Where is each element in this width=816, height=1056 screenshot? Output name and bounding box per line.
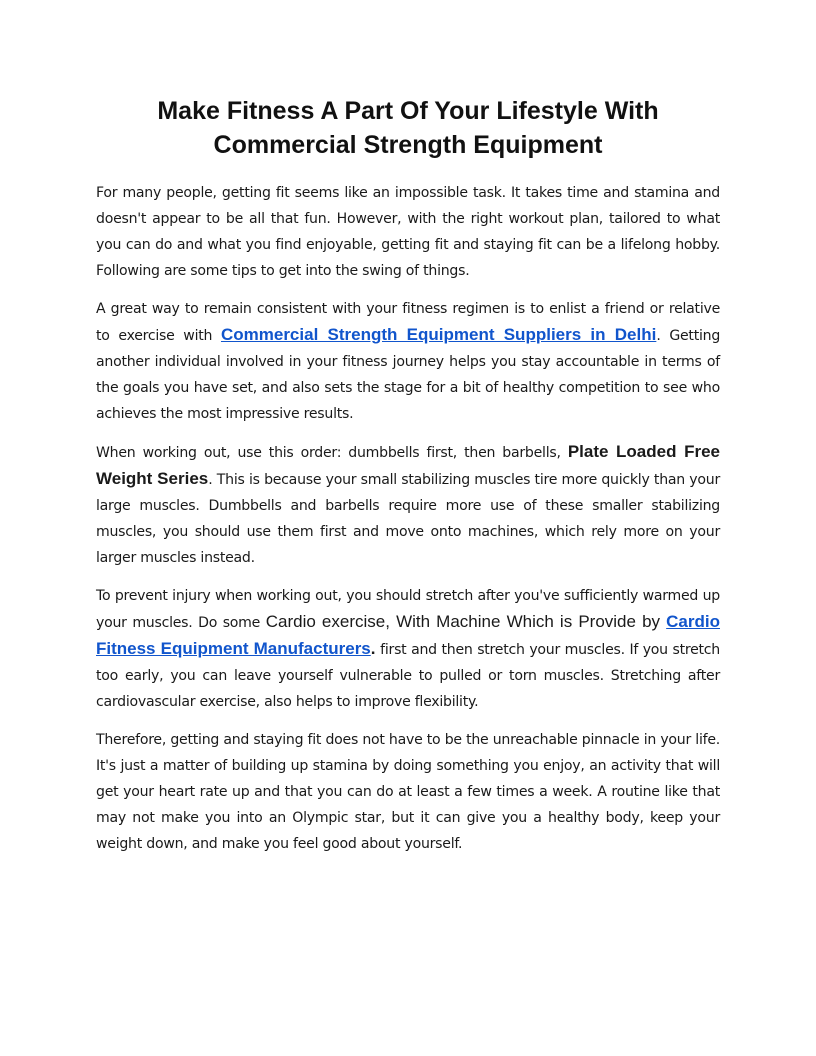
title-line-2: Commercial Strength Equipment [213, 131, 603, 159]
paragraph-friend-text-end: . Getting another individual involved in your fitness journey helps you stay accountable in terms of the goals you have set, and also sets the stage for a bit of healthy competition to see who achieves the most impressive results. [96, 328, 721, 422]
cardio-fitness-equipment-link[interactable]: Cardio Fitness Equipment Manufacturers [96, 612, 720, 658]
paragraph-order-text-start: When working out, use this order: dumbbells first, then barbells, [96, 445, 568, 461]
title-line-1: Make Fitness A Part Of Your Lifestyle With [157, 97, 659, 125]
commercial-strength-equipment-link[interactable]: Commercial Strength Equipment Suppliers in Delhi [220, 325, 657, 344]
paragraph-order [96, 439, 720, 571]
link-period: . [370, 639, 376, 658]
paragraph-stretch-text-end: first and then stretch your muscles. If you stretch too early, you can leave yourself vulnerable to pulled or torn muscles. Stretching after cardiovascular exercise, also helps to improve flexibility. [96, 642, 720, 710]
paragraph-conclusion: Therefore, getting and staying fit does not have to be the unreachable pinnacle in your life. It's just a matter of building up stamina by doing something you enjoy, an activity that will get your heart rate up and that you can do at least a few times a week. A routine like that may not make you into an Olympic star, but it can give you a healthy body, keep your weight down, and make you feel good about yourself. [96, 732, 720, 852]
paragraph-friend [96, 296, 720, 427]
paragraph-intro: For many people, getting fit seems like an impossible task. It takes time and stamina and doesn't appear to be all that fun. However, with the right workout plan, tailored to what you can do and what you find enjoyable, getting fit and staying fit can be a lifelong hobby. Following are some tips to get into the swing of things. [96, 185, 720, 279]
plate-loaded-series-text: Plate Loaded Free Weight Series [96, 442, 720, 488]
document-page [96, 94, 720, 869]
paragraph-order-text-end: . This is because your small stabilizing muscles tire more quickly than your large muscles. Dumbbells and barbells require more use of these smaller stabilizing muscles, you should use them first and move onto machines, which rely more on your larger muscles instead. [96, 472, 720, 566]
cardio-exercise-text: Cardio exercise, With Machine Which is Provide by [265, 612, 667, 631]
paragraph-friend-text-start: A great way to remain consistent with your fitness regimen is to enlist a friend or relative to exercise with [96, 301, 720, 344]
paragraph-stretch-text-start: To prevent injury when working out, you should stretch after you've sufficiently warmed up your muscles. Do some [96, 588, 720, 631]
paragraph-stretch [96, 583, 720, 715]
page-title [96, 94, 720, 162]
